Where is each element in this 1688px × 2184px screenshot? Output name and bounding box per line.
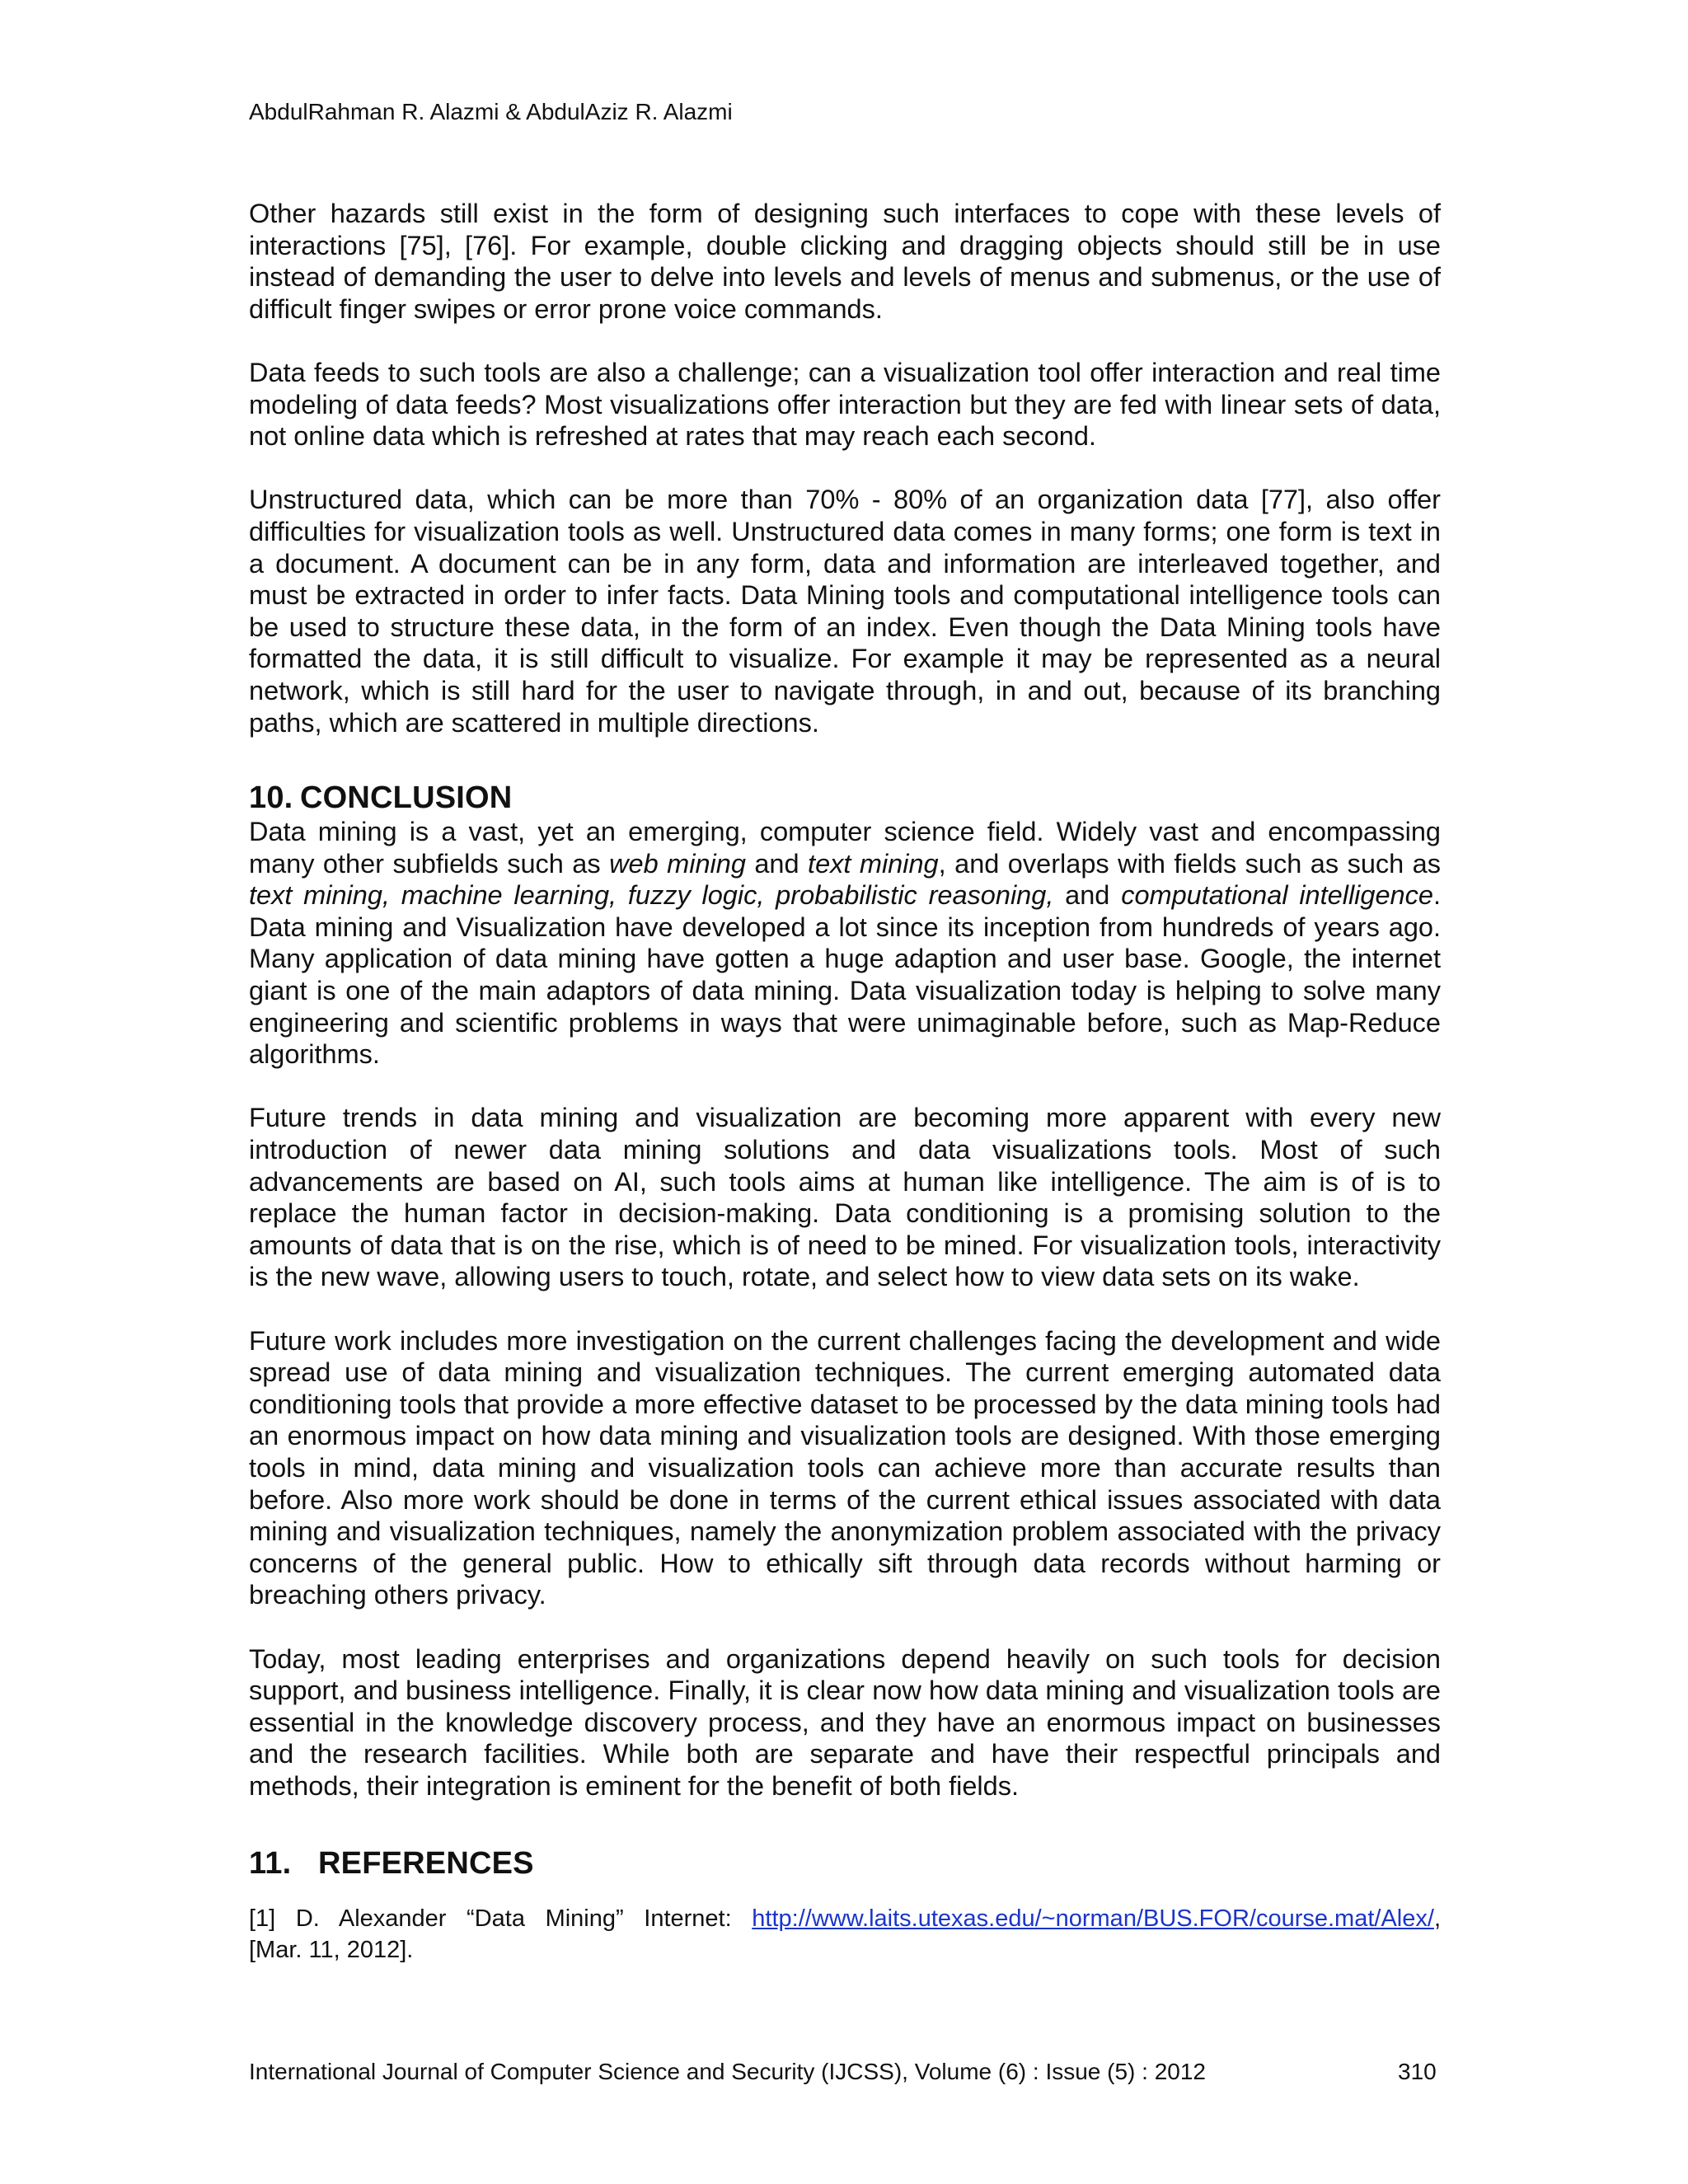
conclusion-paragraph (249, 816, 1441, 1071)
body-paragraph: Data feeds to such tools are also a challenge; can a visualization tool offer interaction and real time modeling of data feeds? Most visualizations offer interaction but they are fed with linear sets of data, not online data which is refreshed at rates that may reach each second. (249, 357, 1441, 452)
body-paragraph: Unstructured data, which can be more than 70% - 80% of an organization data [77], also offer difficulties for visualization tools as well. Unstructured data comes in many forms; one form is text in a document. A document can be in any form, data and information are interleaved together, and must be extracted in order to infer facts. Data Mining tools and computational intelligence tools can be used to structure these data, in the form of an index. Even though the Data Mining tools have formatted the data, it is still difficult to visualize. For example it may be represented as a neural network, which is still hard for the user to navigate through, in and out, because of its branching paths, which are scattered in multiple directions. (249, 485, 1441, 738)
section-title: REFERENCES (318, 1845, 534, 1881)
text-run: . Data mining and Visualization have developed a lot since its inception from hundreds of years ago. Many application of data mining have gotten a huge adaption and user base. Google, the internet giant is one of the main adaptors of data mining. Data visualization today is helping to solve many engineering and scientific problems in ways that were unimaginable before, such as Map-Reduce algorithms. (249, 880, 1441, 1070)
reference-date: [Mar. 11, 2012]. (249, 1936, 414, 1963)
italic-term: web mining (609, 848, 746, 879)
body-paragraph: Other hazards still exist in the form of designing such interfaces to cope with these levels of interactions [75], [76]. For example, double clicking and dragging objects should still be in use instead of demanding the user to delve into levels and levels of menus and submenus, or the use of difficult finger swipes or error prone voice commands. (249, 199, 1441, 324)
reference-link[interactable]: http://www.laits.utexas.edu/~norman/BUS.FOR/course.mat/Alex/ (752, 1905, 1434, 1932)
reference-comma: , (1433, 1905, 1441, 1932)
conclusion-paragraph: Future work includes more investigation on the current challenges facing the development and wide spread use of data mining and visualization techniques. The current emerging automated data conditioning tools that provide a more effective dataset to be processed by the data mining tools had an enormous impact on how data mining and visualization tools are designed. With those emerging tools in mind, data mining and visualization tools can achieve more than accurate results than before. Also more work should be done in terms of the current ethical issues associated with data mining and visualization techniques, namely the anonymization problem associated with the privacy concerns of the general public. How to ethically sift through data records without harming or breaching others privacy. (249, 1325, 1441, 1610)
text-run: , and overlaps with fields such as such as (938, 848, 1442, 879)
italic-term: computational intelligence (1121, 880, 1433, 911)
page-content (249, 198, 1441, 1966)
text-run: and (1053, 880, 1122, 911)
italic-term: text mining, machine learning, fuzzy logic, probabilistic reasoning, (249, 880, 1054, 911)
conclusion-paragraph: Today, most leading enterprises and organizations depend heavily on such tools for decision support, and business intelligence. Finally, it is clear now how data mining and visualization tools are essential in the knowledge discovery process, and they have an enormous impact on businesses and the research facilities. While both are separate and have their respectful principals and methods, their integration is eminent for the benefit of both fields. (249, 1643, 1441, 1801)
reference-text: [1] D. Alexander “Data Mining” Internet: (249, 1905, 753, 1932)
reference-item (249, 1903, 1441, 1966)
section-heading-conclusion (249, 780, 1441, 816)
section-number: 11. (249, 1845, 292, 1881)
page-number: 310 (1398, 2059, 1437, 2084)
text-run: Data mining is a vast, yet an emerging, computer science field. Widely vast and encompassing many other subfields such as (249, 817, 1441, 879)
section-heading-references (249, 1845, 1441, 1882)
journal-citation: International Journal of Computer Science and Security (IJCSS), Volume (6) : Issue (5) : 2012 (249, 2059, 1207, 2084)
conclusion-paragraph: Future trends in data mining and visualization are becoming more apparent with every new introduction of newer data mining solutions and data visualizations tools. Most of such advancements are based on AI, such tools aims at human like intelligence. The aim is of is to replace the human factor in decision-making. Data conditioning is a promising solution to the amounts of data that is on the rise, which is of need to be mined. For visualization tools, interactivity is the new wave, allowing users to touch, rotate, and select how to view data sets on its wake. (249, 1103, 1441, 1292)
section-number: 10. (249, 780, 293, 816)
reference-line (249, 1903, 1441, 1934)
section-title: CONCLUSION (300, 780, 513, 816)
running-head: AbdulRahman R. Alazmi & AbdulAziz R. Alazmi (249, 99, 733, 124)
text-run: and (745, 848, 809, 879)
italic-term: text mining (808, 848, 939, 879)
